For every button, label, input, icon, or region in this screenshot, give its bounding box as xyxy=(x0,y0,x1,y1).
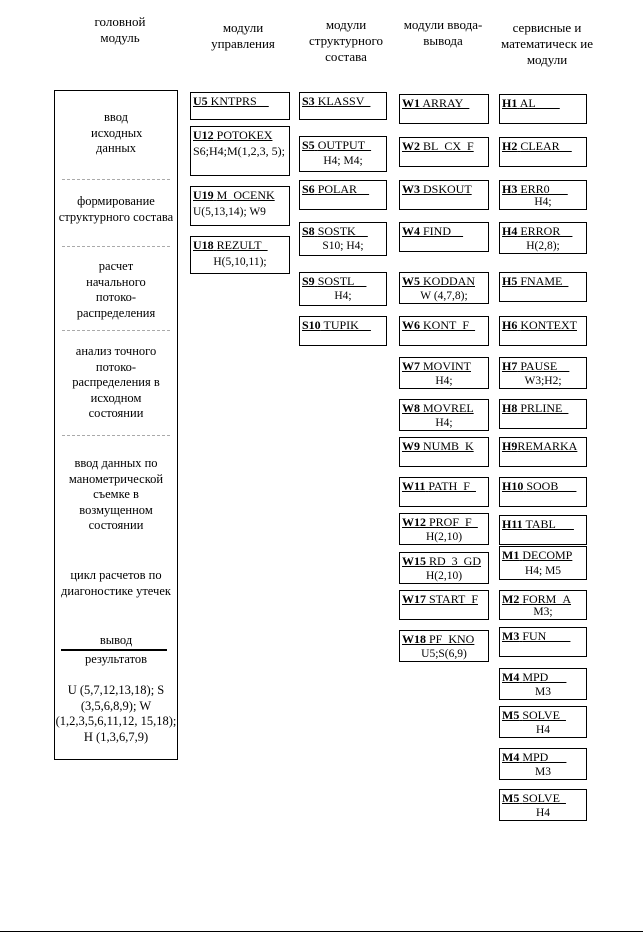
module-W9 xyxy=(399,437,489,467)
module-name: M2 FORM_A xyxy=(502,592,572,606)
module-args: H4; xyxy=(534,196,552,208)
module-name: W17 START_F xyxy=(402,592,478,606)
module-name: H7 PAUSE__ xyxy=(502,359,570,373)
module-args: H4 xyxy=(535,724,551,736)
header-head-module: головной модуль xyxy=(94,14,146,45)
module-name: H4 ERROR__ xyxy=(502,224,573,238)
section-called-modules: U (5,7,12,13,18); S (3,5,6,8,9); W (1,2,3,5,6,11,12, 15,18); H (1,3,6,7,9) xyxy=(55,683,177,744)
module-M4 xyxy=(499,668,587,700)
module-M3 xyxy=(499,627,587,657)
module-name: M5 SOLVE_ xyxy=(502,708,566,722)
module-name: W7 MOVINT xyxy=(402,359,471,373)
module-args: H4; xyxy=(435,417,453,429)
module-name: W8 MOVREL xyxy=(402,401,474,415)
module-name: W15 RD_3_GD xyxy=(402,554,482,568)
module-name: W5 KODDAN xyxy=(402,274,475,288)
module-args: H(2,8); xyxy=(526,240,560,252)
module-args: U5;S(6,9) xyxy=(421,648,467,660)
module-W17 xyxy=(399,590,489,620)
module-W18 xyxy=(399,630,489,662)
module-H6 xyxy=(499,316,587,346)
module-name: H1 AL____ xyxy=(502,96,560,110)
module-name: M3 FUN____ xyxy=(502,629,571,643)
module-args: M3 xyxy=(535,766,551,778)
module-args: W (4,7,8); xyxy=(420,290,468,302)
module-H1 xyxy=(499,94,587,124)
section-leak-diagnostics: цикл расчетов по диагоностике утечек xyxy=(61,568,171,598)
head-module-box xyxy=(54,90,178,760)
header-control-modules: модули управления xyxy=(211,20,275,51)
module-name: H5 FNAME_ xyxy=(502,274,569,288)
module-name: S3 KLASSV_ xyxy=(302,94,371,108)
module-name: M1 DECOMP xyxy=(502,548,573,562)
module-S8 xyxy=(299,222,387,256)
module-name: M4 MPD___ xyxy=(502,670,567,684)
section-output: вывод xyxy=(99,633,133,647)
module-H11 xyxy=(499,515,587,545)
divider xyxy=(62,246,170,247)
module-name: H10 SOOB___ xyxy=(502,479,577,493)
module-W8 xyxy=(399,399,489,431)
module-M4-repeat xyxy=(499,748,587,780)
module-name: S9 SOSTL__ xyxy=(302,274,367,288)
module-name: W3 DSKOUT xyxy=(402,182,472,196)
module-name: U5 KNTPRS__ xyxy=(193,94,269,108)
module-W5 xyxy=(399,272,489,304)
module-name: H8 PRLINE_ xyxy=(502,401,569,415)
module-name: W11 PATH_F_ xyxy=(402,479,476,493)
module-W6 xyxy=(399,316,489,346)
module-name: S5 OUTPUT_ xyxy=(302,138,372,152)
module-args: H(2,10) xyxy=(425,531,463,543)
section-input-data: ввод исходных данных xyxy=(91,110,143,155)
module-H7 xyxy=(499,357,587,389)
module-H8 xyxy=(499,399,587,429)
header-structure-modules: модули структурного состава xyxy=(308,17,384,64)
module-W4 xyxy=(399,222,489,252)
section-initial-flow: расчет начального потоко-распределения xyxy=(76,259,156,320)
module-name: H2 CLEAR__ xyxy=(502,139,572,153)
module-name: U18 REZULT_ xyxy=(193,238,268,252)
module-args: H4; M4; xyxy=(323,155,363,167)
module-W12 xyxy=(399,513,489,545)
section-exact-flow: анализ точного потоко-распределения в исходном состоянии xyxy=(72,344,160,420)
module-args: S10; H4; xyxy=(322,240,364,252)
module-S6 xyxy=(299,180,387,210)
module-name: S10 TUPIK__ xyxy=(302,318,371,332)
module-U18 xyxy=(190,236,290,274)
module-args: U(5,13,14); W9 xyxy=(193,206,266,218)
module-name: W1 ARRAY_ xyxy=(402,96,470,110)
section-results: результатов xyxy=(84,652,148,666)
module-name: W18 PF_KNO xyxy=(402,632,475,646)
module-U12 xyxy=(190,126,290,176)
module-name: H9REMARKA xyxy=(502,439,578,453)
module-H2 xyxy=(499,137,587,167)
divider xyxy=(62,179,170,180)
module-args: M3; xyxy=(533,606,553,618)
module-S9 xyxy=(299,272,387,306)
module-name: W12 PROF_F_ xyxy=(402,515,478,529)
module-args: H(2,10) xyxy=(425,570,463,582)
module-args: S6;H4;M(1,2,3, 5); xyxy=(193,144,286,158)
header-io-modules: модули ввода-вывода xyxy=(403,17,483,48)
module-H9 xyxy=(499,437,587,467)
module-name: W9 NUMB_K xyxy=(402,439,474,453)
module-name: M5 SOLVE_ xyxy=(502,791,566,805)
divider xyxy=(61,649,167,651)
module-S10 xyxy=(299,316,387,346)
module-args: H4; xyxy=(334,290,352,302)
module-name: H3 ERR0___ xyxy=(502,182,568,196)
module-args: W3;H2; xyxy=(524,375,562,387)
module-name: W4 FIND__ xyxy=(402,224,464,238)
module-W2 xyxy=(399,137,489,167)
module-S5 xyxy=(299,136,387,172)
divider xyxy=(62,330,170,331)
module-W11 xyxy=(399,477,489,507)
module-args: H(5,10,11); xyxy=(213,256,267,268)
module-name: H11 TABL___ xyxy=(502,517,574,531)
module-M2 xyxy=(499,590,587,620)
module-H3 xyxy=(499,180,587,210)
module-M1 xyxy=(499,546,587,580)
module-name: M4 MPD___ xyxy=(502,750,567,764)
module-H10 xyxy=(499,477,587,507)
module-S3 xyxy=(299,92,387,120)
module-name: H6 KONTEXT xyxy=(502,318,577,332)
module-W3 xyxy=(399,180,489,210)
module-args: M3 xyxy=(535,686,551,698)
module-H5 xyxy=(499,272,587,302)
header-service-modules: сервисные и математическ ие модули xyxy=(501,20,593,67)
module-args: H4 xyxy=(535,807,551,819)
module-M5-repeat xyxy=(499,789,587,821)
module-name: U12 POTOKEX xyxy=(193,128,273,142)
module-args: H4; xyxy=(435,375,453,387)
module-H4 xyxy=(499,222,587,254)
module-U19 xyxy=(190,186,290,226)
section-structure: формирование структурного состава xyxy=(58,194,174,224)
module-name: W6 KONT_F_ xyxy=(402,318,476,332)
module-W1 xyxy=(399,94,489,124)
module-name: W2 BL_CX_F xyxy=(402,139,474,153)
module-args: H4; M5 xyxy=(524,565,562,577)
page-bottom-rule xyxy=(0,931,643,932)
divider xyxy=(62,435,170,436)
module-W15 xyxy=(399,552,489,584)
module-name: S8 SOSTK__ xyxy=(302,224,368,238)
module-U5 xyxy=(190,92,290,120)
section-manometric-input: ввод данных по манометрической съемке в возмущенном состоянии xyxy=(68,456,164,532)
module-name: S6 POLAR__ xyxy=(302,182,370,196)
module-W7 xyxy=(399,357,489,389)
module-M5 xyxy=(499,706,587,738)
module-name: U19 M_OCENK xyxy=(193,188,275,202)
